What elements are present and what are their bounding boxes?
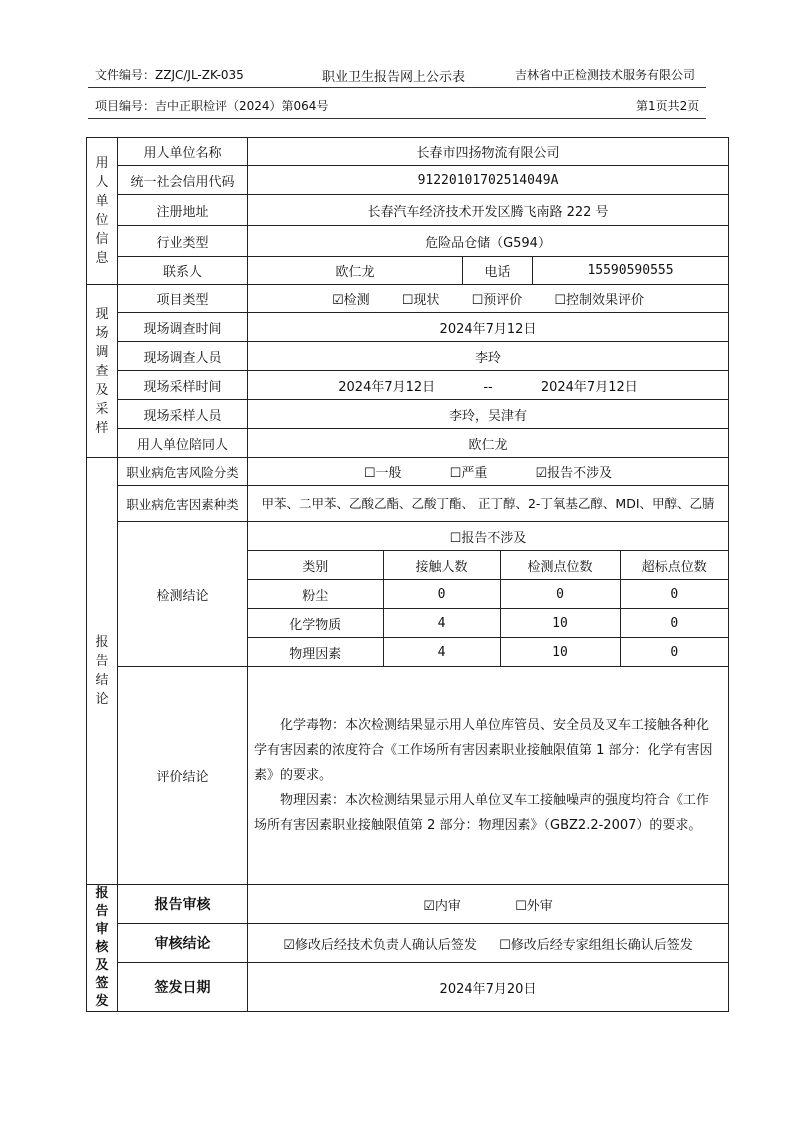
review-label: 报告审核 [118, 885, 248, 924]
table-cell: 0 [383, 580, 500, 609]
credit-code-label: 统一社会信用代码 [118, 166, 248, 195]
issue-date-label: 签发日期 [118, 963, 248, 1012]
table-cell: 化学物质 [248, 609, 383, 638]
table-row [248, 580, 728, 609]
header-rule-2 [88, 118, 706, 119]
section-survey: 现 场 调 查 及 采 样 [87, 285, 118, 458]
header-rule [88, 87, 706, 88]
survey-person: 李玲 [248, 342, 729, 371]
table-cell: 0 [620, 580, 728, 609]
detect-table [248, 522, 728, 666]
detect-conclusion-label: 检测结论 [118, 522, 248, 667]
checkbox-control-eval: ☐控制效果评价 [554, 293, 645, 308]
review-result-label: 审核结论 [118, 924, 248, 963]
escort-label: 用人单位陪同人 [118, 429, 248, 458]
eval-conclusion-label: 评价结论 [118, 667, 248, 885]
disclosure-table [86, 137, 729, 1012]
issue-date: 2024年7月20日 [248, 963, 729, 1012]
table-cell: 物理因素 [248, 638, 383, 667]
eval-conclusion [248, 667, 729, 885]
column-header: 类别 [248, 551, 383, 580]
checkbox-general: ☐一般 [363, 466, 402, 481]
survey-time-label: 现场调查时间 [118, 313, 248, 342]
unit-name-label: 用人单位名称 [118, 138, 248, 166]
column-header: 超标点位数 [620, 551, 728, 580]
checkbox-detect-not-involved: ☐报告不涉及 [248, 522, 728, 551]
table-cell: 4 [383, 609, 500, 638]
address-label: 注册地址 [118, 195, 248, 226]
survey-person-label: 现场调查人员 [118, 342, 248, 371]
section-review: 报 告 审 核 及 签 发 [87, 885, 118, 1012]
hazard-factors-label: 职业病危害因素种类 [118, 486, 248, 522]
checkbox-external: ☐外审 [515, 898, 553, 914]
escort: 欧仁龙 [248, 429, 729, 458]
table-cell: 0 [620, 609, 728, 638]
contact-label: 联系人 [118, 257, 248, 285]
page-number: 第1页共2页 [636, 99, 700, 113]
eval-chemical: 化学毒物：本次检测结果显示用人单位库管员、安全员及叉车工接触各种化学有害因素的浓度符合《工作场所有害因素职业接触限值第 1 部分：化学有害因素》的要求。 [254, 718, 713, 783]
section-unit-info: 用 人 单 位 信 息 [87, 138, 118, 285]
risk-class-label: 职业病危害风险分类 [118, 458, 248, 486]
review-options [248, 885, 729, 924]
table-row [248, 609, 728, 638]
table-cell: 粉尘 [248, 580, 383, 609]
eval-physical: 物理因素：本次检测结果显示用人单位叉车工接触噪声的强度均符合《工作场所有害因素职业接触限值第 2 部分：物理因素》（GBZ2.2-2007）的要求。 [254, 793, 710, 833]
credit-code: 91220101702514049A [248, 166, 729, 195]
sample-time: 2024年7月12日 -- 2024年7月12日 [248, 371, 729, 400]
checkbox-serious: ☐严重 [449, 466, 488, 481]
doc-number: 文件编号：ZZJC/JL-ZK-035 [95, 68, 244, 82]
detect-results [248, 522, 729, 667]
address: 长春汽车经济技术开发区腾飞南路 222 号 [248, 195, 729, 226]
table-cell: 10 [500, 638, 620, 667]
table-cell: 4 [383, 638, 500, 667]
company-name: 吉林省中正检测技术服务有限公司 [515, 68, 696, 82]
unit-name: 长春市四扬物流有限公司 [248, 138, 729, 166]
project-type-label: 项目类型 [118, 285, 248, 313]
table-cell: 0 [500, 580, 620, 609]
survey-time: 2024年7月12日 [248, 313, 729, 342]
sample-time-label: 现场采样时间 [118, 371, 248, 400]
column-header: 接触人数 [383, 551, 500, 580]
project-number: 项目编号：吉中正职检评（2024）第064号 [95, 99, 329, 113]
table-cell: 0 [620, 638, 728, 667]
form-title: 职业卫生报告网上公示表 [322, 70, 466, 85]
checkbox-status: ☐现状 [401, 293, 440, 308]
checkbox-detect: ☑检测 [331, 293, 370, 308]
checkbox-pre-eval: ☐预评价 [471, 293, 523, 308]
phone: 15590590555 [533, 257, 729, 285]
checkbox-not-involved: ☑报告不涉及 [535, 466, 613, 481]
section-conclusion: 报 告 结 论 [87, 458, 118, 885]
industry: 危险品仓储（G594） [248, 226, 729, 257]
hazard-factors: 甲苯、二甲苯、乙酸乙酯、乙酸丁酯、 正丁醇、2-丁氧基乙醇、MDI、甲醇、乙腈 [248, 486, 729, 522]
checkbox-expert-lead: ☐修改后经专家组组长确认后签发 [499, 937, 693, 953]
phone-label: 电话 [463, 257, 533, 285]
project-type-options [248, 285, 729, 313]
column-header: 检测点位数 [500, 551, 620, 580]
table-row [248, 638, 728, 667]
checkbox-internal: ☑内审 [423, 898, 461, 914]
industry-label: 行业类型 [118, 226, 248, 257]
table-header-row [248, 551, 728, 580]
review-result-options [248, 924, 729, 963]
sample-person: 李玲，吴津有 [248, 400, 729, 429]
sample-person-label: 现场采样人员 [118, 400, 248, 429]
checkbox-tech-lead: ☑修改后经技术负责人确认后签发 [283, 937, 477, 953]
contact: 欧仁龙 [248, 257, 463, 285]
risk-class-options [248, 458, 729, 486]
table-cell: 10 [500, 609, 620, 638]
